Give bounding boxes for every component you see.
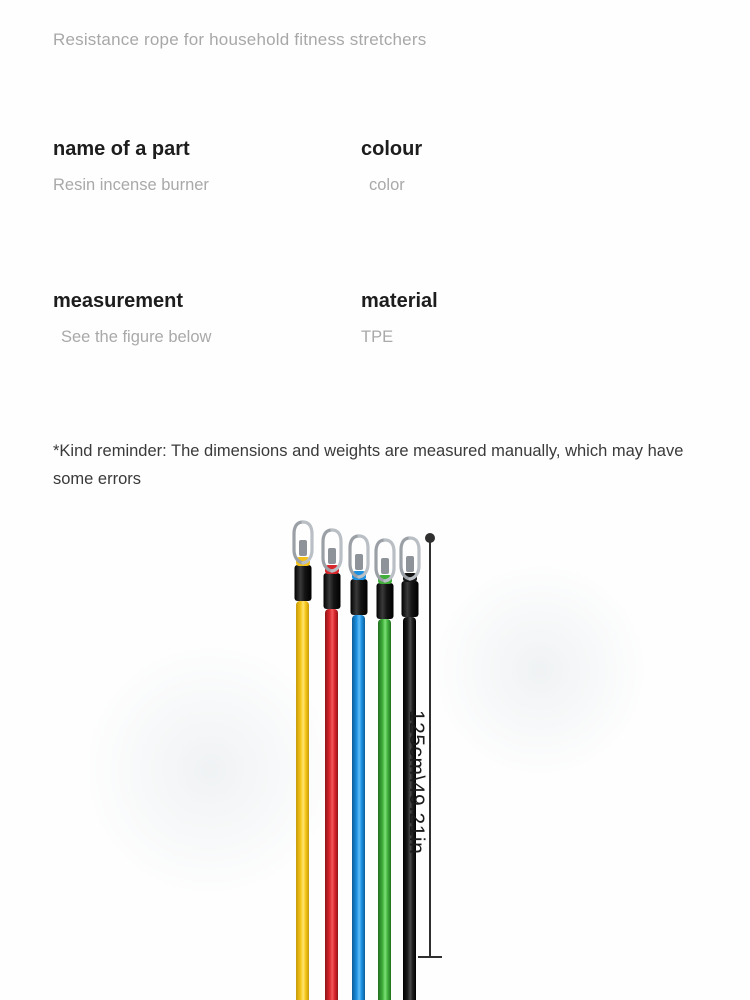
band-tube <box>378 619 391 1000</box>
band-tube <box>352 615 365 1000</box>
blue-band <box>352 515 365 1000</box>
clip-icon <box>348 534 370 580</box>
band-sleeve <box>350 579 367 615</box>
spec-label: colour <box>361 138 423 160</box>
band-sleeve <box>323 573 340 609</box>
clip-icon <box>292 520 314 566</box>
product-figure <box>0 515 750 1000</box>
spec-value: TPE <box>361 328 394 346</box>
band-tube <box>325 609 338 1000</box>
spec-value: See the figure below <box>61 328 212 346</box>
spec-cell-colour <box>361 136 669 196</box>
kind-reminder-text: *Kind reminder: The dimensions and weights are measured manually, which may have some errors <box>53 442 684 488</box>
page-title: Resistance rope for household fitness stretchers <box>53 30 427 49</box>
clip-icon <box>374 538 396 584</box>
clip-icon <box>399 536 421 582</box>
dimension-label: 125cm\49.21in <box>405 710 428 855</box>
yellow-band <box>296 515 309 1000</box>
clip-icon <box>321 528 343 574</box>
band-tube <box>296 601 309 1000</box>
spec-grid <box>53 136 673 348</box>
spec-label: name of a part <box>53 138 190 160</box>
spec-value: color <box>369 176 405 194</box>
band-sleeve <box>401 581 418 617</box>
spec-row <box>53 136 673 196</box>
band-sleeve <box>376 583 393 619</box>
spec-cell-material <box>361 288 669 348</box>
dimension-end-cap <box>418 956 442 958</box>
spec-label: material <box>361 290 438 312</box>
dimension-line <box>429 537 431 957</box>
spec-label: measurement <box>53 290 184 312</box>
red-band <box>325 515 338 1000</box>
spec-cell-measurement <box>53 288 361 348</box>
green-band <box>378 515 391 1000</box>
spec-cell-name <box>53 136 361 196</box>
spec-row <box>53 288 673 348</box>
band-sleeve <box>294 565 311 601</box>
spec-value: Resin incense burner <box>53 176 209 194</box>
